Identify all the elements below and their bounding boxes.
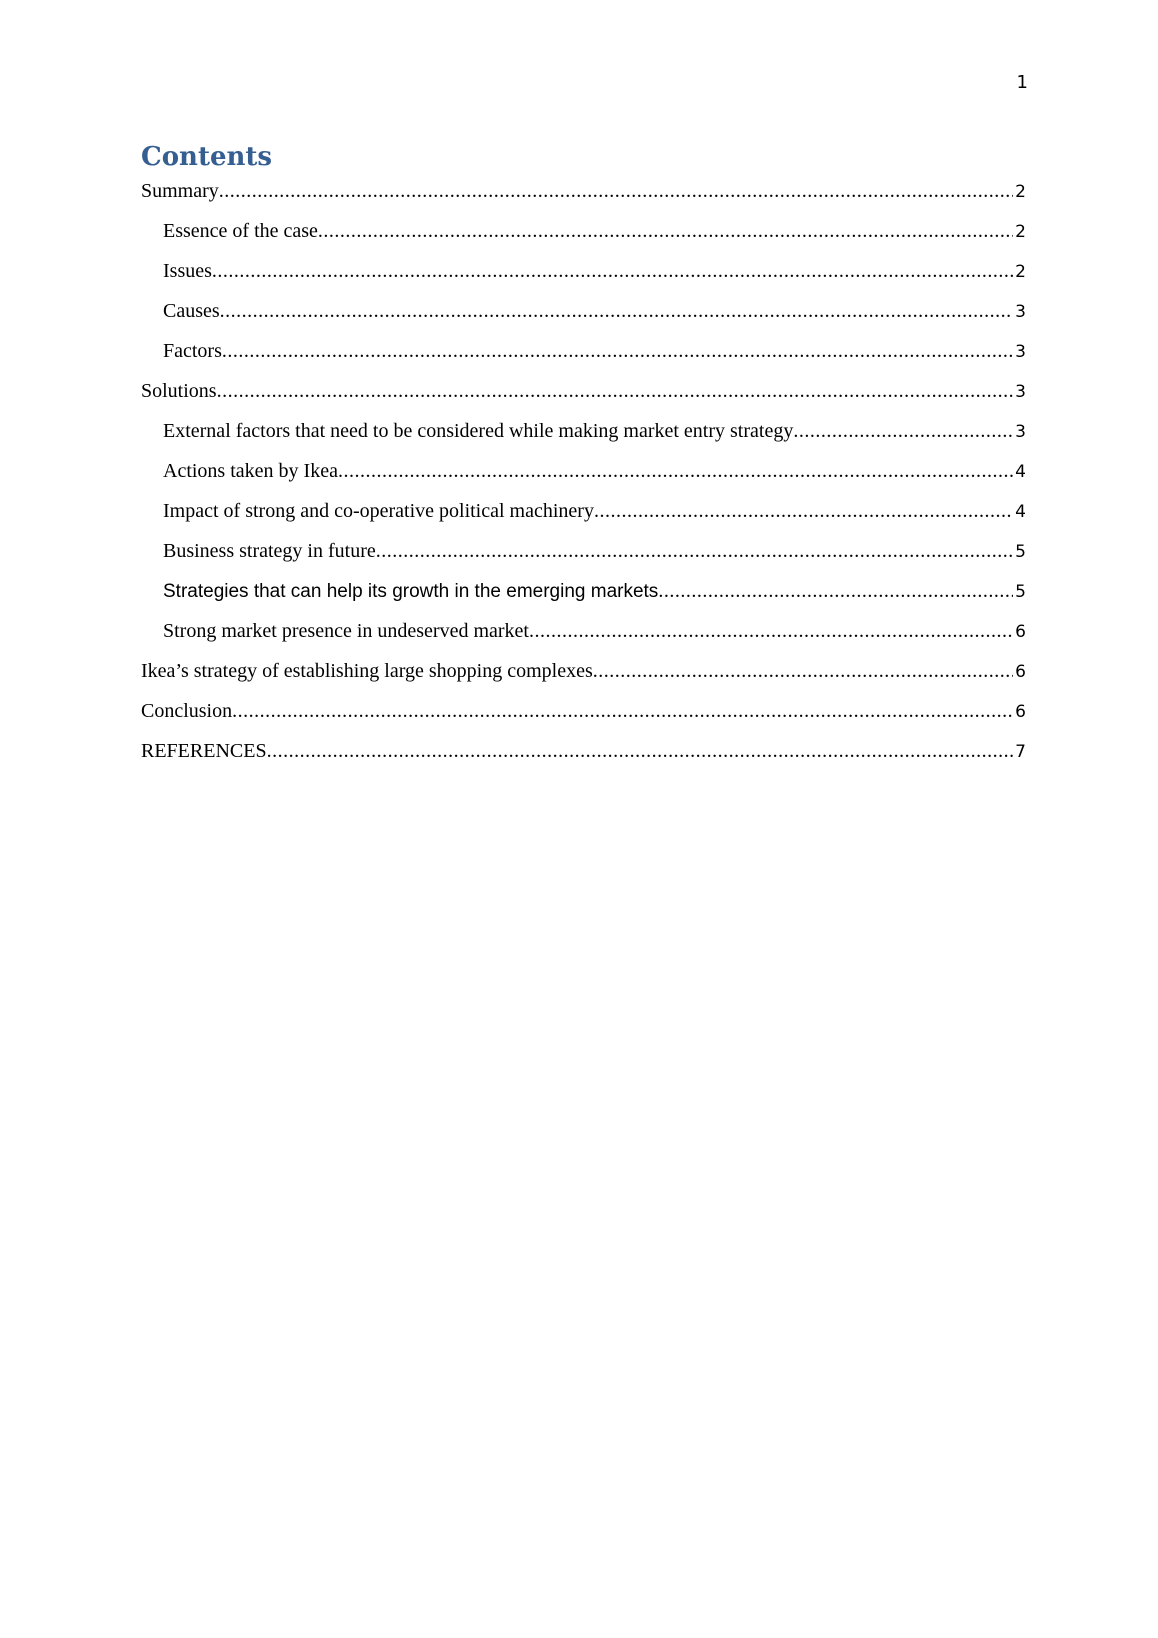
toc-entry-page: 2: [1015, 262, 1026, 282]
dot-leader: [338, 456, 1013, 486]
dot-leader: [222, 336, 1013, 366]
dot-leader: [793, 416, 1013, 446]
toc-entry-text: Actions taken by Ikea: [163, 460, 338, 482]
toc-entry-impact-of-political-machinery[interactable]: [141, 496, 1026, 536]
toc-entry-external-factors[interactable]: [141, 416, 1026, 456]
toc-entry-page: 2: [1015, 182, 1026, 202]
toc-entry-summary[interactable]: [141, 176, 1026, 216]
toc-entry-actions-taken-by-ikea[interactable]: [141, 456, 1026, 496]
toc-entry-page: 3: [1015, 422, 1026, 442]
toc-entry-factors[interactable]: [141, 336, 1026, 376]
toc-entry-page: 6: [1015, 662, 1026, 682]
dot-leader: [593, 656, 1013, 686]
toc-entry-conclusion[interactable]: [141, 696, 1026, 736]
toc-heading: Contents: [141, 142, 273, 172]
toc-entry-text: Strong market presence in undeserved market: [163, 620, 529, 642]
toc-entry-issues[interactable]: [141, 256, 1026, 296]
dot-leader: [219, 176, 1013, 206]
toc-entry-page: 3: [1015, 342, 1026, 362]
toc-entry-text: REFERENCES: [141, 740, 267, 762]
toc-entry-page: 4: [1015, 502, 1026, 522]
toc-entry-page: 4: [1015, 462, 1026, 482]
toc-entry-strategies-emerging-markets[interactable]: [141, 576, 1026, 616]
toc-entry-text: Impact of strong and co-operative political machinery: [163, 500, 594, 522]
dot-leader: [318, 216, 1013, 246]
dot-leader: [212, 256, 1013, 286]
toc-entry-page: 7: [1015, 742, 1026, 762]
dot-leader: [658, 576, 1013, 606]
toc-entry-text: External factors that need to be considered while making market entry strategy: [163, 420, 794, 442]
toc-entry-text: Essence of the case: [163, 220, 318, 242]
toc-entry-text: Ikea’s strategy of establishing large shopping complexes: [141, 660, 593, 682]
dot-leader: [267, 736, 1014, 766]
table-of-contents: [141, 176, 1026, 776]
toc-entry-text: Strategies that can help its growth in the emerging markets: [163, 581, 659, 602]
toc-entry-solutions[interactable]: [141, 376, 1026, 416]
dot-leader: [594, 496, 1013, 526]
toc-entry-page: 6: [1015, 622, 1026, 642]
toc-entry-text: Business strategy in future: [163, 540, 376, 562]
toc-entry-text: Issues: [163, 260, 212, 282]
toc-entry-text: Factors: [163, 340, 222, 362]
dot-leader: [220, 296, 1014, 326]
toc-entry-references[interactable]: [141, 736, 1026, 776]
toc-entry-strong-market-presence[interactable]: [141, 616, 1026, 656]
dot-leader: [232, 696, 1013, 726]
toc-entry-page: 6: [1015, 702, 1026, 722]
toc-entry-text: Solutions: [141, 380, 217, 402]
toc-entry-essence-of-the-case[interactable]: [141, 216, 1026, 256]
toc-entry-page: 5: [1015, 582, 1026, 602]
toc-entry-causes[interactable]: [141, 296, 1026, 336]
dot-leader: [529, 616, 1013, 646]
dot-leader: [217, 376, 1014, 406]
toc-entry-page: 5: [1015, 542, 1026, 562]
page-number: 1: [1016, 72, 1028, 93]
toc-entry-text: Summary: [141, 180, 219, 202]
toc-entry-page: 3: [1015, 302, 1026, 322]
dot-leader: [376, 536, 1013, 566]
toc-entry-text: Conclusion: [141, 700, 233, 722]
toc-entry-ikea-shopping-complexes[interactable]: [141, 656, 1026, 696]
toc-entry-page: 2: [1015, 222, 1026, 242]
toc-entry-business-strategy-in-future[interactable]: [141, 536, 1026, 576]
toc-entry-text: Causes: [163, 300, 220, 322]
toc-entry-page: 3: [1015, 382, 1026, 402]
